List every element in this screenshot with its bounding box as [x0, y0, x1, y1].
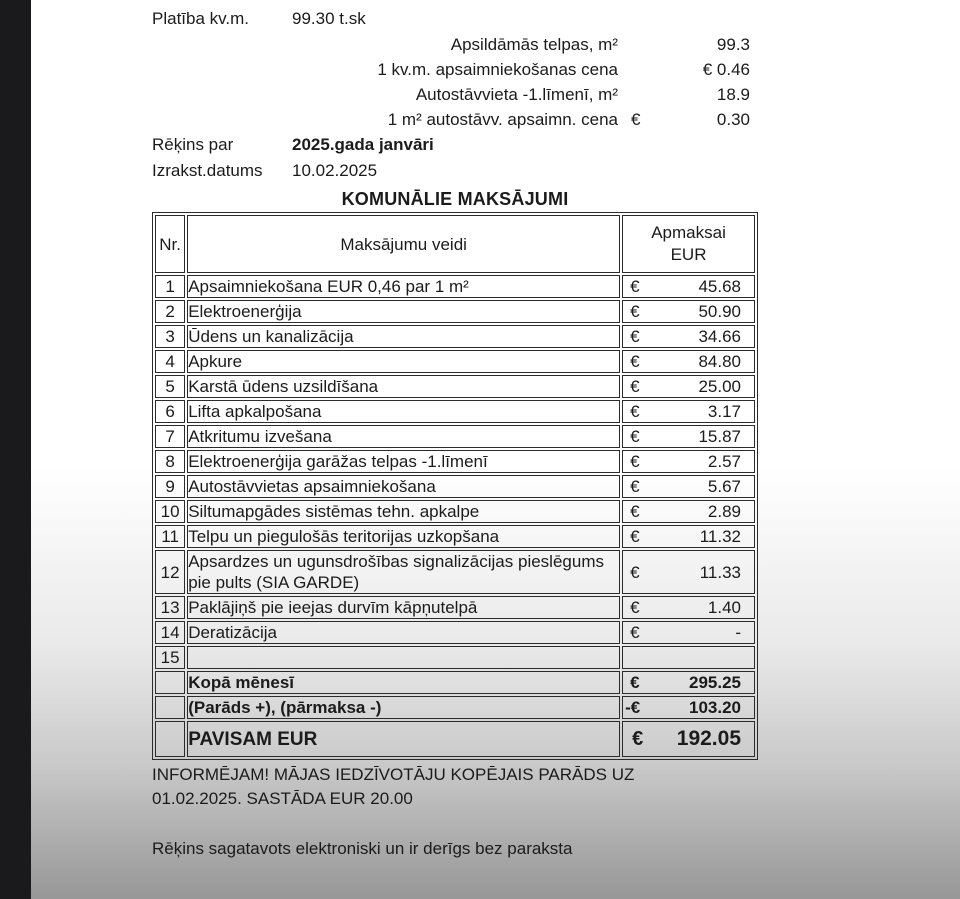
row-amount-cell	[622, 425, 755, 448]
currency-symbol: -€	[625, 698, 641, 717]
row-amount: 5.67	[707, 477, 741, 496]
row-amount-cell	[622, 300, 755, 323]
row-amount: 11.33	[699, 562, 741, 582]
row-number: 1	[155, 275, 185, 298]
footer	[152, 763, 758, 861]
row-amount-cell	[622, 646, 755, 669]
debt-notice-line2: 01.02.2025. SASTĀDA EUR 20.00	[152, 789, 413, 808]
table-title: KOMUNĀLIE MAKSĀJUMI	[341, 189, 569, 209]
row-amount: 2.57	[707, 452, 741, 471]
summary-value: 0.30	[716, 110, 750, 129]
row-number: 5	[155, 375, 185, 398]
currency-symbol: €	[630, 527, 640, 546]
currency-symbol: €	[630, 352, 640, 371]
row-description: Deratizācija	[187, 621, 620, 644]
currency-symbol: €	[630, 302, 640, 321]
row-description: Apsardzes un ugunsdrošības signalizācijas pieslēgums pie pults (SIA GARDE)	[187, 550, 620, 594]
row-number: 11	[155, 525, 185, 548]
row-description: Lifta apkalpošana	[187, 400, 620, 423]
summary-label: Apsildāmās telpas, m²	[450, 35, 618, 54]
summary-row	[152, 57, 758, 82]
row-number: 4	[155, 350, 185, 373]
table-row	[155, 646, 755, 669]
summary-value: € 0.46	[702, 60, 750, 79]
row-amount: 50.90	[698, 302, 741, 321]
row-number	[155, 721, 185, 757]
grand-total-amount-cell	[622, 721, 755, 757]
invoice-content	[152, 6, 758, 861]
row-amount-cell	[622, 400, 755, 423]
table-row	[155, 550, 755, 594]
debt-notice-line1: INFORMĒJAM! MĀJAS IEDZĪVOTĀJU KOPĒJAIS PARĀDS UZ	[152, 765, 635, 784]
row-description: Apsaimniekošana EUR 0,46 par 1 m²	[187, 275, 620, 298]
summary-label: 1 kv.m. apsaimniekošanas cena	[377, 60, 618, 79]
invoice-for-label: Rēķins par	[152, 135, 234, 154]
row-description	[187, 646, 620, 669]
row-description: Apkure	[187, 350, 620, 373]
currency-symbol: €	[630, 502, 640, 521]
currency-symbol: €	[630, 673, 640, 692]
table-row	[155, 375, 755, 398]
total-monthly-row	[155, 671, 755, 694]
table-row	[155, 450, 755, 473]
summary-label: Autostāvvieta -1.līmenī, m²	[415, 85, 618, 104]
total-amount-cell	[622, 671, 755, 694]
summary-row	[152, 82, 758, 107]
total-amount: 103.20	[689, 698, 741, 717]
row-amount-cell	[622, 621, 755, 644]
row-amount: 1.40	[707, 598, 741, 617]
row-description: Karstā ūdens uzsildīšana	[187, 375, 620, 398]
row-description: Paklājiņš pie ieejas durvīm kāpņutelpā	[187, 596, 620, 619]
row-number: 10	[155, 500, 185, 523]
row-amount-cell	[622, 325, 755, 348]
currency-symbol: €	[630, 477, 640, 496]
row-description: Elektroenerģija garāžas telpas -1.līmenī	[187, 450, 620, 473]
row-number	[155, 671, 185, 694]
table-row	[155, 425, 755, 448]
row-amount: 45.68	[698, 277, 741, 296]
table-row	[155, 475, 755, 498]
table-row	[155, 500, 755, 523]
payments-table	[152, 212, 758, 760]
grand-total-amount: 192.05	[676, 727, 741, 750]
row-number: 9	[155, 475, 185, 498]
currency-symbol: €	[630, 377, 640, 396]
currency-symbol: €	[630, 623, 640, 642]
row-amount-cell	[622, 500, 755, 523]
row-description: Elektroenerģija	[187, 300, 620, 323]
row-number: 7	[155, 425, 185, 448]
currency-symbol: €	[630, 598, 640, 617]
row-number: 2	[155, 300, 185, 323]
row-number: 14	[155, 621, 185, 644]
row-amount: 25.00	[698, 377, 741, 396]
row-number: 3	[155, 325, 185, 348]
currency-symbol: €	[631, 110, 641, 129]
electronic-validity-note: Rēķins sagatavots elektroniski un ir derīgs bez paraksta	[152, 839, 573, 858]
row-amount-cell	[622, 550, 755, 594]
row-amount-cell	[622, 350, 755, 373]
row-amount: 84.80	[698, 352, 741, 371]
row-description: Telpu un piegulošās teritorijas uzkopšana	[187, 525, 620, 548]
summary-value: 18.9	[716, 85, 750, 104]
summary-label: 1 m² autostāvv. apsaimn. cena	[387, 110, 618, 129]
area-label: Platība kv.m.	[152, 9, 249, 28]
row-amount-cell	[622, 525, 755, 548]
grand-total-label: PAVISAM EUR	[187, 721, 620, 757]
row-number: 8	[155, 450, 185, 473]
row-amount: 15.87	[698, 427, 741, 446]
invoice-for-value: 2025.gada janvāri	[292, 135, 434, 154]
total-amount: 295.25	[689, 673, 741, 692]
issue-date-label: Izrakst.datums	[152, 161, 263, 180]
currency-symbol: €	[630, 427, 640, 446]
row-description: Autostāvvietas apsaimniekošana	[187, 475, 620, 498]
row-amount-cell	[622, 375, 755, 398]
invoice-for-line	[152, 132, 758, 158]
table-row	[155, 325, 755, 348]
grand-total-row	[155, 721, 755, 757]
table-row	[155, 596, 755, 619]
total-label: Kopā mēnesī	[187, 671, 620, 694]
currency-symbol: €	[630, 452, 640, 471]
row-amount-cell	[622, 275, 755, 298]
row-amount-cell	[622, 475, 755, 498]
header-pay-cell	[622, 215, 755, 273]
currency-symbol: €	[630, 327, 640, 346]
row-amount: 2.89	[707, 502, 741, 521]
row-description: Siltumapgādes sistēmas tehn. apkalpe	[187, 500, 620, 523]
header-nr-cell: Nr.	[155, 215, 185, 273]
row-description: Atkritumu izvešana	[187, 425, 620, 448]
table-row	[155, 400, 755, 423]
header-types-cell: Maksājumu veidi	[187, 215, 620, 273]
table-header-row	[155, 215, 755, 273]
total-amount-cell	[622, 696, 755, 719]
row-amount-cell	[622, 596, 755, 619]
debt-overpay-row	[155, 696, 755, 719]
total-label: (Parāds +), (pārmaksa -)	[187, 696, 620, 719]
area-line	[152, 6, 758, 32]
table-row	[155, 300, 755, 323]
row-amount: 34.66	[698, 327, 741, 346]
header-pay-line2: EUR	[670, 245, 707, 264]
issue-date-value: 10.02.2025	[292, 161, 378, 180]
table-row	[155, 275, 755, 298]
summary-value: 99.3	[716, 35, 750, 54]
row-amount: 11.32	[699, 527, 741, 546]
row-number: 13	[155, 596, 185, 619]
summary-row	[152, 107, 758, 132]
left-black-bar	[0, 0, 31, 899]
table-row	[155, 621, 755, 644]
table-row	[155, 525, 755, 548]
row-number: 6	[155, 400, 185, 423]
row-description: Ūdens un kanalizācija	[187, 325, 620, 348]
currency-symbol: €	[632, 728, 644, 750]
row-amount: 3.17	[707, 402, 741, 421]
header-pay-line1: Apmaksai	[651, 223, 726, 242]
currency-symbol: €	[630, 277, 640, 296]
row-number: 12	[155, 550, 185, 594]
row-number: 15	[155, 646, 185, 669]
invoice-document	[31, 0, 960, 899]
area-value: 99.30 t.sk	[292, 9, 366, 28]
issue-date-line	[152, 158, 758, 184]
currency-symbol: €	[630, 562, 640, 582]
row-amount: -	[735, 623, 741, 642]
summary-row	[152, 32, 758, 57]
row-amount-cell	[622, 450, 755, 473]
currency-symbol: €	[630, 402, 640, 421]
row-number	[155, 696, 185, 719]
table-row	[155, 350, 755, 373]
